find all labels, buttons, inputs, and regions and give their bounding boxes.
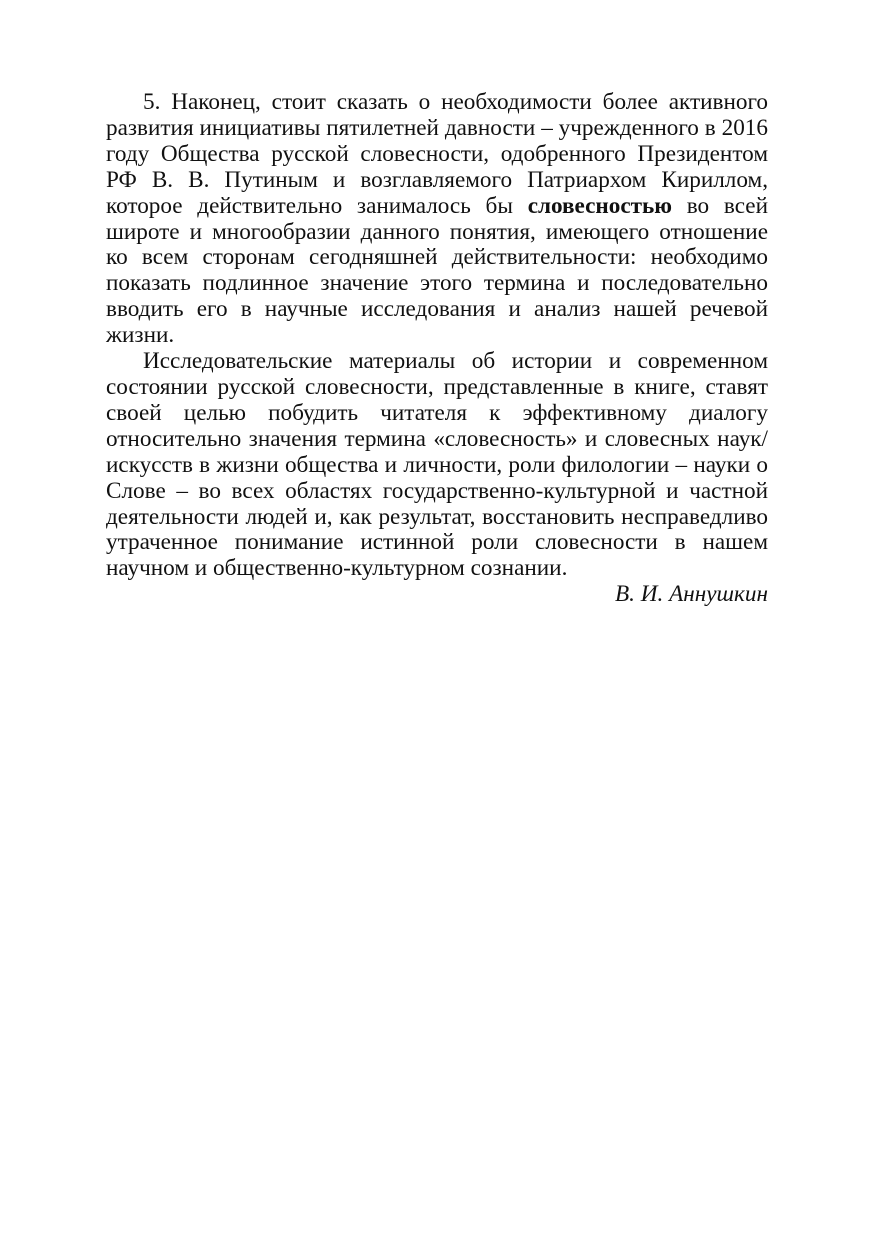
paragraph-2: Исследовательские материалы об истории и современном состоянии русской словесности, представленные в книге, ставят своей целью побудить читателя к эффективному диалогу относительно значения термина «словесность» и словесных наук/искусств в жизни общества и личности, роли филологии – науки о Слове – во всех областях государственно-культурной и частной деятельности людей и, как результат, восстановить несправедливо утраченное понимание истинной роли словесности в нашем научном и общественно-культурном сознании.	[106, 348, 768, 582]
page-body	[106, 90, 768, 608]
paragraph-1-text-end: во всей широте и многообразии данного понятия, имеющего отношение ко всем сторонам сегодняшней действительности: необходимо показать подлинное значение этого термина и последовательно вводить его в научные исследования и анализ нашей речевой жизни.	[106, 192, 768, 349]
paragraph-1-text-start: 5. Наконец, стоит сказать о необходимости более активного развития инициативы пятилетней давности – учрежденного в 2016 году Общества русской словесности, одобренного Президентом РФ В. В. Путиным и возглавляемого Патриархом Кириллом, которое действительно занималось бы	[106, 89, 768, 219]
paragraph-1	[106, 90, 768, 349]
bold-term: словесностью	[527, 192, 673, 219]
author-signature: В. И. Аннушкин	[614, 581, 768, 608]
